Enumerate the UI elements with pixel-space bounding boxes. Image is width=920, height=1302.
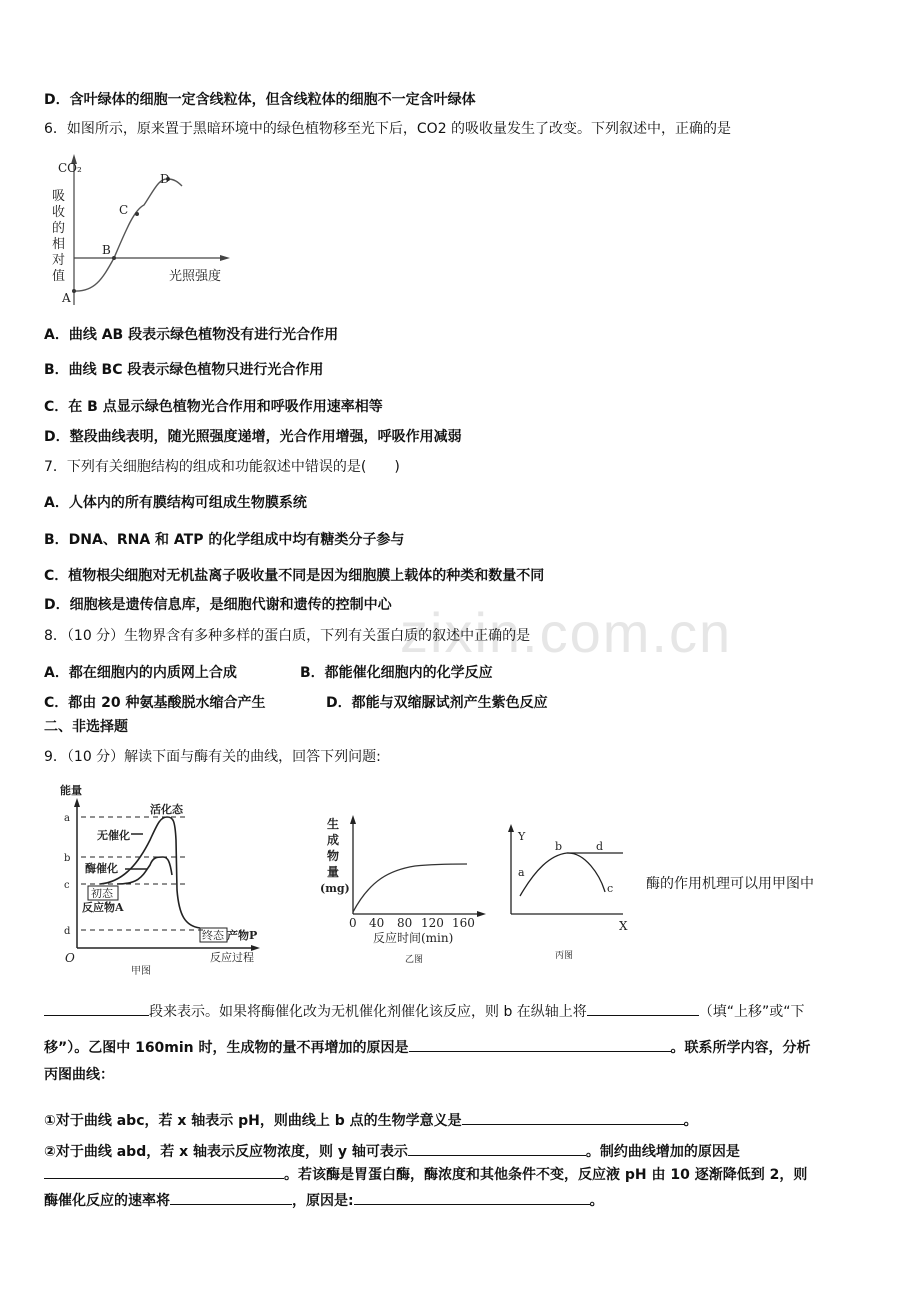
svg-text:c: c [64, 880, 70, 891]
svg-text:无催化: 无催化 [97, 829, 130, 842]
svg-text:能量: 能量 [60, 784, 82, 797]
svg-text:C: C [119, 203, 129, 217]
q9-sub1-text: ①对于曲线 abc，若 x 轴表示 pH，则曲线上 b 点的生物学意义是 [44, 1113, 462, 1129]
svg-text:乙图: 乙图 [405, 955, 424, 965]
q9-text-1: 酶的作用机理可以用甲图中 [646, 876, 814, 892]
svg-text:120: 120 [421, 916, 444, 930]
enzyme-figures [55, 780, 645, 980]
svg-text:0: 0 [349, 916, 357, 930]
svg-text:Y: Y [518, 830, 526, 843]
svg-text:吸: 吸 [52, 189, 66, 204]
q9-sub2-text-c: 。若该酶是胃蛋白酶，酶浓度和其他条件不变，反应液 pH 由 10 逐渐降低到 2，则 [284, 1167, 808, 1183]
q8-option-d: D．都能与双缩脲试剂产生紫色反应 [326, 695, 548, 711]
q6-option-a: A．曲线 AB 段表示绿色植物没有进行光合作用 [44, 327, 339, 343]
svg-text:a: a [518, 866, 525, 879]
q8-option-c: C．都由 20 种氨基酸脱水缩合产生 [44, 695, 266, 711]
svg-text:成: 成 [327, 833, 340, 847]
q6-stem: 6．如图所示，原来置于黑暗环境中的绿色植物移至光下后，CO2 的吸收量发生了改变。下列叙述中，正确的是 [44, 121, 732, 137]
co2-absorption-figure [44, 150, 244, 310]
svg-text:d: d [596, 840, 604, 853]
q6-option-c: C．在 B 点显示绿色植物光合作用和呼吸作用速率相等 [44, 399, 383, 415]
svg-text:反应物A: 反应物A [82, 901, 124, 914]
svg-text:X: X [619, 919, 628, 933]
svg-text:40: 40 [369, 916, 385, 930]
q9-sub1-end: 。 [683, 1113, 698, 1129]
svg-text:产物P: 产物P [227, 929, 258, 942]
svg-text:B: B [102, 243, 111, 257]
q8-option-b: B．都能催化细胞内的化学反应 [300, 665, 493, 681]
svg-text:收: 收 [52, 205, 66, 220]
svg-text:甲图: 甲图 [131, 966, 151, 977]
figure-bing [508, 824, 628, 961]
svg-text:反应时间(min): 反应时间(min) [373, 931, 454, 945]
q7-option-a: A．人体内的所有膜结构可组成生物膜系统 [44, 495, 307, 511]
svg-text:b: b [555, 840, 563, 853]
watermark: zixin.com.cn [400, 601, 733, 664]
q9-text-5: 。联系所学内容，分析 [670, 1040, 811, 1056]
svg-text:酶催化: 酶催化 [85, 862, 118, 875]
answer-blank-5[interactable] [408, 1140, 586, 1156]
svg-text:相: 相 [52, 237, 66, 252]
q9-sub2-end: 。 [589, 1193, 604, 1209]
answer-blank-1[interactable] [44, 1000, 149, 1016]
q8-stem: 8．（10 分）生物界含有多种多样的蛋白质，下列有关蛋白质的叙述中正确的是 [44, 628, 531, 644]
q9-stem: 9．（10 分）解读下面与酶有关的曲线，回答下列问题: [44, 749, 381, 765]
q9-sub2-text: ②对于曲线 abd，若 x 轴表示反应物浓度，则 y 轴可表示 [44, 1144, 408, 1160]
svg-text:b: b [64, 853, 71, 864]
svg-text:(mg): (mg) [320, 882, 350, 895]
q9-text-2: 段来表示。如果将酶催化改为无机催化剂催化该反应，则 b 在纵轴上将 [149, 1004, 587, 1020]
q7-stem: 7．下列有关细胞结构的组成和功能叙述中错误的是( ) [44, 459, 400, 475]
figure-jia [60, 783, 260, 977]
answer-blank-2[interactable] [587, 1000, 699, 1016]
svg-text:丙图: 丙图 [555, 951, 574, 961]
svg-text:量: 量 [327, 865, 340, 879]
svg-text:物: 物 [327, 849, 340, 863]
q9-sub2-text-e: ，原因是: [292, 1193, 354, 1209]
svg-text:对: 对 [52, 253, 66, 268]
answer-blank-7[interactable] [170, 1189, 292, 1205]
svg-text:d: d [64, 926, 71, 937]
q6-option-d: D．整段曲线表明，随光照强度递增，光合作用增强，呼吸作用减弱 [44, 429, 462, 445]
svg-text:反应过程: 反应过程 [210, 951, 254, 964]
section-heading: 二、非选择题 [44, 719, 128, 735]
svg-text:活化态: 活化态 [150, 803, 183, 816]
q9-sub2-text-b: 。制约曲线增加的原因是 [585, 1144, 740, 1160]
q6-option-b: B．曲线 BC 段表示绿色植物只进行光合作用 [44, 362, 324, 378]
answer-blank-4[interactable] [462, 1109, 684, 1125]
q7-option-b: B．DNA、RNA 和 ATP 的化学组成中均有糖类分子参与 [44, 532, 405, 548]
svg-text:D: D [160, 172, 170, 186]
svg-text:光照强度: 光照强度 [169, 269, 222, 284]
svg-text:初态: 初态 [91, 887, 113, 900]
q7-option-c: C．植物根尖细胞对无机盐离子吸收量不同是因为细胞膜上载体的种类和数量不同 [44, 568, 545, 584]
svg-text:值: 值 [52, 269, 66, 284]
svg-text:A: A [62, 291, 71, 305]
svg-text:c: c [607, 882, 614, 895]
svg-text:生: 生 [327, 817, 340, 831]
svg-text:O: O [65, 951, 75, 965]
q9-text-4: 移”）。乙图中 160min 时，生成物的量不再增加的原因是 [44, 1040, 409, 1056]
q9-text-3: （填“上移”或“下 [698, 1004, 805, 1020]
svg-text:CO₂: CO₂ [58, 161, 82, 175]
svg-text:a: a [64, 813, 70, 824]
svg-text:的: 的 [52, 221, 66, 236]
answer-blank-3[interactable] [409, 1036, 671, 1052]
answer-blank-6[interactable] [44, 1163, 284, 1179]
q5-option-d: D．含叶绿体的细胞一定含线粒体，但含线粒体的细胞不一定含叶绿体 [44, 92, 476, 108]
figure-yi [320, 815, 486, 965]
svg-text:160: 160 [452, 916, 475, 930]
svg-text:终态: 终态 [202, 929, 224, 942]
q8-option-a: A．都在细胞内的内质网上合成 [44, 665, 237, 681]
q9-sub2-text-d: 酶催化反应的速率将 [44, 1193, 170, 1209]
q9-text-6: 丙图曲线： [44, 1067, 114, 1083]
q7-option-d: D．细胞核是遗传信息库，是细胞代谢和遗传的控制中心 [44, 597, 392, 613]
svg-text:80: 80 [397, 916, 413, 930]
answer-blank-8[interactable] [354, 1189, 590, 1205]
